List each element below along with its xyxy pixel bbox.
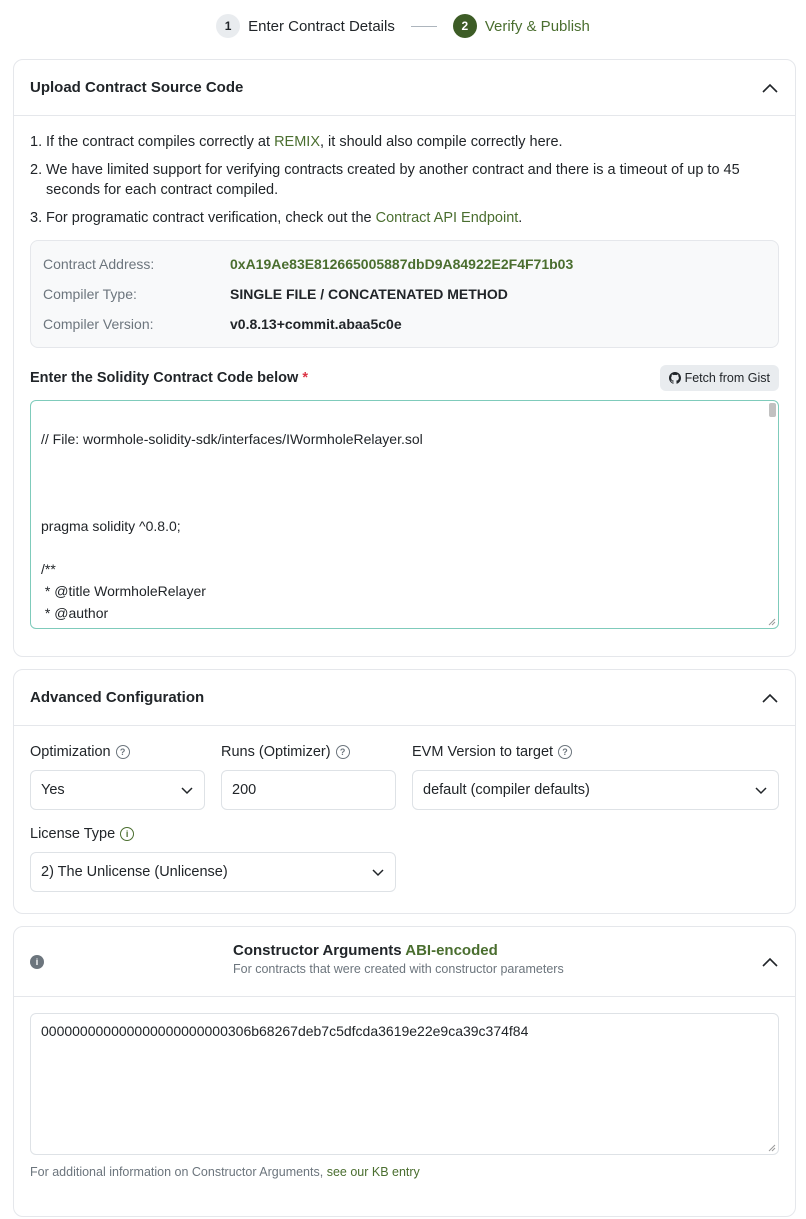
chevron-down-icon <box>754 783 768 797</box>
code-line <box>41 494 768 516</box>
question-icon[interactable]: ? <box>558 745 572 759</box>
step-2-label: Verify & Publish <box>484 17 590 35</box>
step-2-number: 2 <box>453 14 477 38</box>
evm-version-label-text: EVM Version to target <box>412 744 554 760</box>
step-1-label: Enter Contract Details <box>248 17 395 35</box>
config-row <box>30 742 779 810</box>
compiler-type-row <box>43 279 766 309</box>
solidity-code-textarea[interactable] <box>30 400 779 629</box>
compiler-version-label: Compiler Version: <box>43 316 154 332</box>
compiler-version-value: v0.8.13+commit.abaa5c0e <box>230 316 402 332</box>
note-text: For programatic contract verification, check out the <box>46 210 376 226</box>
runs-value: 200 <box>232 782 257 798</box>
contract-address-label: Contract Address: <box>43 256 155 272</box>
advanced-config-card <box>13 669 796 914</box>
list-item <box>30 160 779 200</box>
step-2 <box>453 14 590 38</box>
code-line <box>41 472 768 494</box>
step-separator <box>411 26 437 27</box>
license-label-text: License Type <box>30 826 116 842</box>
code-line: pragma solidity ^0.8.0; <box>41 517 181 534</box>
runs-label <box>221 742 396 762</box>
contract-api-link[interactable]: Contract API Endpoint <box>375 210 519 226</box>
evm-version-label <box>412 742 779 762</box>
fetch-from-gist-button[interactable] <box>660 365 779 391</box>
code-line: * @author <box>41 604 109 621</box>
list-item <box>30 208 779 228</box>
resize-handle-icon[interactable] <box>768 618 776 626</box>
list-item-number: 3. <box>30 210 43 226</box>
required-mark: * <box>302 370 308 386</box>
runs-field <box>221 742 396 810</box>
code-input-label-text: Enter the Solidity Contract Code below <box>30 370 299 386</box>
code-input-header <box>30 364 779 392</box>
contract-address-row <box>43 249 766 279</box>
resize-handle-icon[interactable] <box>768 1144 776 1152</box>
note-text: . <box>518 210 523 226</box>
chevron-down-icon <box>371 865 385 879</box>
fetch-from-gist-label: Fetch from Gist <box>684 371 770 385</box>
constructor-args-textarea[interactable] <box>30 1013 779 1155</box>
optimization-value: Yes <box>41 782 65 798</box>
constructor-args-value: 000000000000000000000000306b68267deb7c5dfcda3619e22e9ca39c374f84 <box>41 1023 529 1039</box>
kb-entry-link[interactable]: see our KB entry <box>326 1165 420 1179</box>
constructor-args-card <box>13 926 796 1217</box>
constructor-args-title <box>233 942 564 959</box>
info-icon: i <box>30 955 44 969</box>
list-item-number: 2. <box>30 162 43 178</box>
license-value: 2) The Unlicense (Unlicense) <box>41 864 228 880</box>
chevron-up-icon[interactable] <box>761 953 779 971</box>
constructor-args-header[interactable] <box>14 927 795 997</box>
note-text: If the contract compiles correctly at <box>46 134 275 150</box>
list-item-number: 1. <box>30 134 43 150</box>
advanced-config-title: Advanced Configuration <box>30 689 205 706</box>
license-label <box>30 824 396 844</box>
contract-address-value[interactable]: 0xA19Ae83E812665005887dbD9A84922E2F4F71b03 <box>230 256 574 272</box>
instructions-list <box>30 132 779 228</box>
upload-source-header[interactable] <box>14 60 795 116</box>
evm-version-select[interactable] <box>412 770 779 810</box>
chevron-up-icon[interactable] <box>761 689 779 707</box>
kb-note <box>30 1165 779 1179</box>
upload-source-title: Upload Contract Source Code <box>30 79 244 96</box>
note-text: We have limited support for verifying contracts created by another contract and there is a timeout of up to 45 seconds for each contract compiled. <box>46 162 740 198</box>
chevron-down-icon <box>180 783 194 797</box>
contract-info-box <box>30 240 779 348</box>
optimization-field <box>30 742 205 810</box>
constructor-args-title-text: Constructor Arguments <box>233 942 402 959</box>
step-1-number: 1 <box>216 14 240 38</box>
question-icon[interactable]: ? <box>336 745 350 759</box>
list-item <box>30 132 779 152</box>
note-text: , it should also compile correctly here. <box>319 134 563 150</box>
evm-version-value: default (compiler defaults) <box>423 782 590 798</box>
step-1 <box>216 14 395 38</box>
code-line <box>41 451 768 473</box>
remix-link[interactable]: REMIX <box>274 134 320 150</box>
kb-note-text: For additional information on Constructor Arguments, <box>30 1165 327 1179</box>
code-line: * @title WormholeRelayer <box>41 582 206 599</box>
constructor-args-subtitle: For contracts that were created with constructor parameters <box>233 962 564 976</box>
license-field <box>30 824 396 892</box>
runs-input[interactable] <box>221 770 396 810</box>
question-icon[interactable]: ? <box>116 745 130 759</box>
optimization-label-text: Optimization <box>30 744 111 760</box>
scrollbar-thumb[interactable] <box>769 403 776 417</box>
github-icon <box>669 372 681 384</box>
compiler-type-value: SINGLE FILE / CONCATENATED METHOD <box>230 286 508 302</box>
runs-label-text: Runs (Optimizer) <box>221 744 331 760</box>
code-line <box>41 537 768 559</box>
info-icon[interactable]: i <box>120 827 134 841</box>
code-input-label <box>30 370 308 386</box>
optimization-select[interactable] <box>30 770 205 810</box>
step-indicator <box>0 0 806 52</box>
abi-encoded-label: ABI-encoded <box>405 942 498 959</box>
optimization-label <box>30 742 205 762</box>
chevron-up-icon[interactable] <box>761 79 779 97</box>
code-line: /** <box>41 561 56 578</box>
constructor-args-titles <box>233 942 564 976</box>
code-line: // File: wormhole-solidity-sdk/interfaces/IWormholeRelayer.sol <box>41 431 423 447</box>
license-select[interactable] <box>30 852 396 892</box>
compiler-version-row <box>43 309 766 339</box>
advanced-config-header[interactable] <box>14 670 795 726</box>
upload-source-card <box>13 59 796 657</box>
compiler-type-label: Compiler Type: <box>43 286 137 302</box>
evm-version-field <box>412 742 779 810</box>
